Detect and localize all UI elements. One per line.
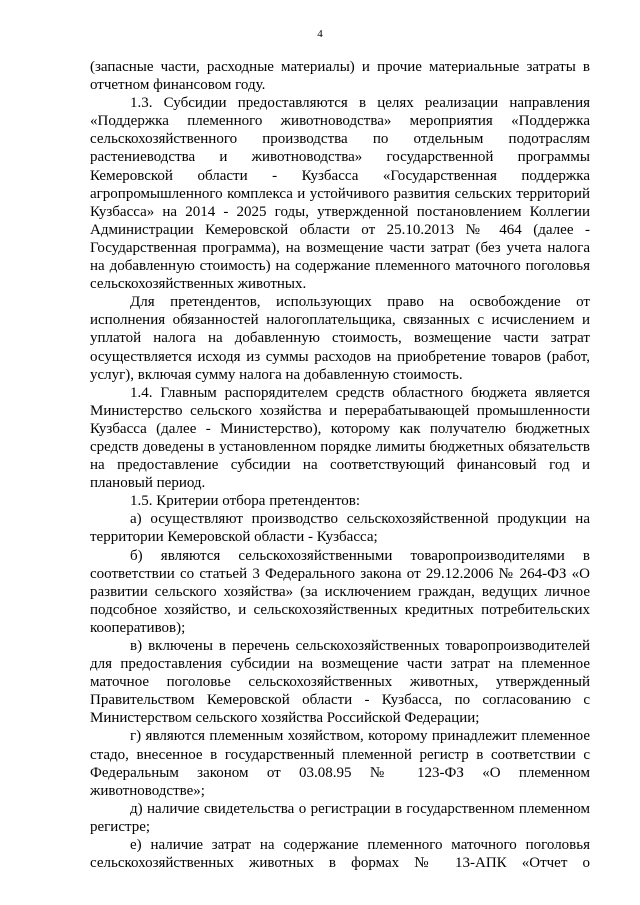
text-line: соответствии со статьей 3 Федерального закона от 29.12.2006 № 264-ФЗ «О (90, 565, 590, 582)
text-line: кооперативов); (90, 619, 186, 636)
text-line: г) являются племенным хозяйством, которому принадлежит племенное (130, 728, 590, 745)
text-line: Правительством Кемеровской области - Кузбасса, по согласованию с (90, 692, 590, 709)
text-line: сельскохозяйственных животных в формах № 13-АПК «Отчет о (90, 855, 590, 872)
text-line: на добавленную стоимость) на содержание племенного маточного поголовья (90, 258, 590, 275)
text-line: Министерством сельского хозяйства Российской Федерации; (90, 710, 480, 727)
text-line: д) наличие свидетельства о регистрации в государственном племенном (130, 800, 590, 817)
text-line: Кузбасса» на 2014 - 2025 годы, утвержденной постановлением Коллегии (90, 203, 590, 220)
text-line: исполнения обязанностей налогоплательщика, связанных с исчислением и (90, 312, 590, 329)
text-line: Кузбасса (далее - Министерство), которому как получателю бюджетных (90, 420, 590, 437)
text-line: в) включены в перечень сельскохозяйственных товаропроизводителей (130, 638, 590, 654)
text-line: Государственная программа), на возмещение части затрат (без учета налога (90, 239, 590, 256)
text-line: регистре; (90, 818, 151, 835)
text-line: уплатой налога на добавленную стоимость, возмещение части затрат (90, 330, 590, 347)
text-line: 1.3. Субсидии предоставляются в целях реализации направления (130, 95, 590, 112)
page-number: 4 (317, 28, 323, 40)
text-line: Федеральным законом от 03.08.95 № 123-ФЗ «О племенном (90, 764, 590, 781)
text-line: (запасные части, расходные материалы) и прочие материальные затраты в (90, 59, 590, 75)
text-line: а) осуществляют производство сельскохозяйственной продукции на (130, 511, 590, 528)
text-line: «Поддержка племенного животноводства» мероприятия «Поддержка (90, 113, 590, 130)
text-line: животноводстве»; (90, 782, 205, 799)
text-line: Кемеровской области - Кузбасса «Государственная поддержка (90, 167, 590, 184)
text-line: услуг), включая сумму налога на добавленную стоимость. (90, 366, 463, 383)
text-line: осуществляется исходя из суммы расходов на приобретение товаров (работ, (90, 348, 590, 365)
text-line: е) наличие затрат на содержание племенного маточного поголовья (130, 837, 590, 854)
text-line: развитии сельского хозяйства» (за исключением граждан, ведущих личное (90, 583, 590, 600)
text-line: 1.4. Главным распорядителем средств областного бюджета является (130, 384, 590, 401)
text-line: отчетном финансовом году. (90, 77, 266, 94)
text-line: Для претендентов, использующих право на освобождение от (130, 294, 590, 311)
text-line: территории Кемеровской области - Кузбасса; (90, 529, 378, 546)
text-line: агропромышленного комплекса и устойчивого развития сельских территорий (90, 185, 590, 202)
text-line: Министерство сельского хозяйства и перерабатывающей промышленности (90, 402, 590, 419)
text-line: маточное поголовье сельскохозяйственных животных, утвержденный (90, 674, 590, 691)
text-line: растениеводства и животноводства» государственной программы (90, 149, 590, 166)
document-body (90, 58, 590, 872)
text-line: средств доведены в установленном порядке лимиты бюджетных обязательств (90, 438, 590, 455)
text-line: 1.5. Критерии отбора претендентов: (130, 493, 361, 510)
text-line: на предоставление субсидии на соответствующий финансовый год и (90, 457, 590, 474)
text-line: сельскохозяйственного производства по отдельным подотраслям (90, 131, 590, 148)
text-line: плановый период. (90, 475, 206, 492)
text-line: б) являются сельскохозяйственными товаропроизводителями в (130, 547, 590, 564)
text-line: Администрации Кемеровской области от 25.10.2013 № 464 (далее - (90, 221, 590, 238)
text-line: стадо, внесенное в государственный племенной регистр в соответствии с (90, 746, 590, 763)
text-line: сельскохозяйственных животных. (90, 276, 307, 293)
text-line: для предоставления субсидии на возмещение части затрат на племенное (90, 656, 590, 673)
text-line: подсобное хозяйство, и сельскохозяйственных кредитных потребительских (90, 601, 590, 618)
